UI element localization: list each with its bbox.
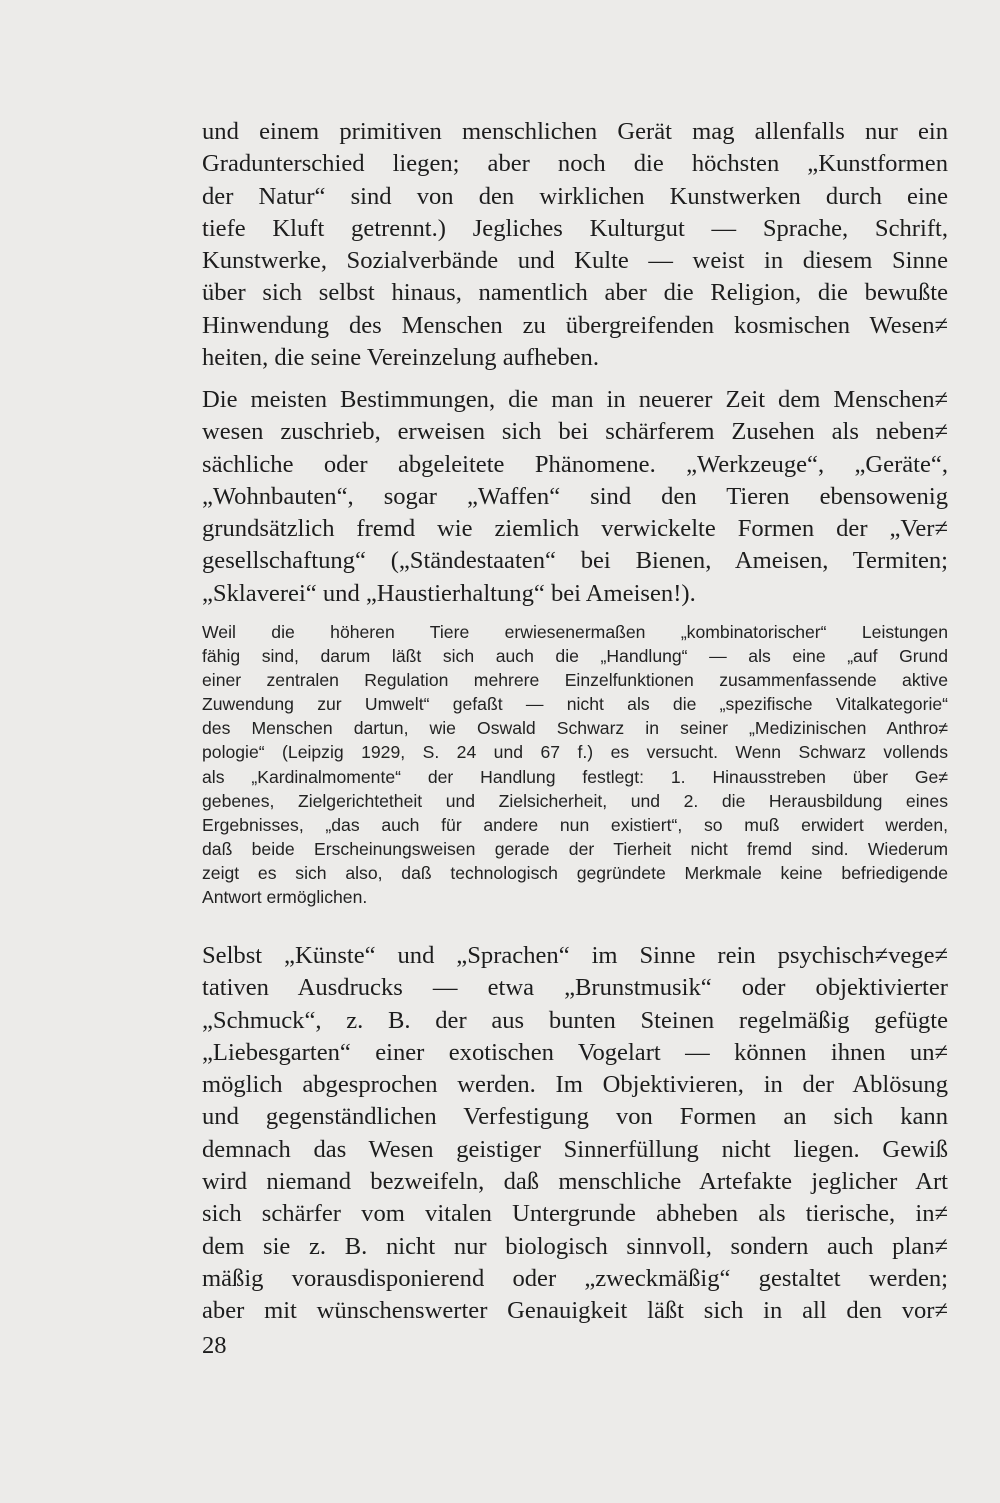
text-line: gesellschaftung“ („Ständestaaten“ bei Bienen, Ameisen, Termiten; xyxy=(202,547,948,575)
text-line: Die meisten Bestimmungen, die man in neuerer Zeit dem Menschen≠ xyxy=(202,386,948,413)
note-line: Weil die höheren Tiere erwiesenermaßen „kombinatorischer“ Leistungen xyxy=(202,622,948,642)
text-line: tativen Ausdrucks — etwa „Brunstmusik“ oder objektivierter xyxy=(202,974,948,1002)
note-line: gebenes, Zielgerichtetheit und Zielsicherheit, und 2. die Herausbildung eines xyxy=(202,790,948,811)
text-line: möglich abgesprochen werden. Im Objektivieren, in der Ablösung xyxy=(202,1071,948,1099)
text-line: und gegenständlichen Verfestigung von Formen an sich kann xyxy=(202,1103,948,1131)
paragraph-1 xyxy=(202,116,948,374)
note-line: als „Kardinalmomente“ der Handlung festlegt: 1. Hinausstreben über Ge≠ xyxy=(202,766,948,787)
text-line: Gradunterschied liegen; aber noch die höchsten „Kunstformen xyxy=(202,150,948,178)
text-line: wird niemand bezweifeln, daß menschliche Artefakte jeglicher Art xyxy=(202,1168,948,1196)
note-line: daß beide Erscheinungsweisen gerade der Tierheit nicht fremd sind. Wiederum xyxy=(202,838,948,859)
text-line: sich schärfer vom vitalen Untergrunde abheben als tierische, in≠ xyxy=(202,1200,948,1228)
note-line: pologie“ (Leipzig 1929, S. 24 und 67 f.) es versucht. Wenn Schwarz vollends xyxy=(202,742,948,763)
text-line: Kunstwerke, Sozialverbände und Kulte — weist in diesem Sinne xyxy=(202,247,948,275)
text-line: heiten, die seine Vereinzelung aufheben. xyxy=(202,344,599,372)
footnote-block xyxy=(202,620,948,909)
text-line: dem sie z. B. nicht nur biologisch sinnvoll, sondern auch plan≠ xyxy=(202,1232,948,1260)
text-line: „Schmuck“, z. B. der aus bunten Steinen regelmäßig gefügte xyxy=(202,1006,948,1034)
note-line: zeigt es sich also, daß technologisch gegründete Merkmale keine befriedigende xyxy=(202,862,948,883)
text-line: demnach das Wesen geistiger Sinnerfüllung nicht liegen. Gewiß xyxy=(202,1135,948,1163)
note-line: fähig sind, darum läßt sich auch die „Handlung“ — als eine „auf Grund xyxy=(202,646,948,667)
text-line: mäßig vorausdisponierend oder „zweckmäßig“ gestaltet werden; xyxy=(202,1264,948,1292)
text-line: Hinwendung des Menschen zu übergreifenden kosmischen Wesen≠ xyxy=(202,311,948,339)
note-line: einer zentralen Regulation mehrere Einzelfunktionen zusammenfassende aktive xyxy=(202,670,948,691)
note-line: des Menschen dartun, wie Oswald Schwarz in seiner „Medizinischen Anthro≠ xyxy=(202,718,948,739)
text-line: aber mit wünschenswerter Genauigkeit läßt sich in all den vor≠ xyxy=(202,1297,948,1325)
text-line: sächliche oder abgeleitete Phänomene. „Werkzeuge“, „Geräte“, xyxy=(202,450,948,478)
text-line: „Liebesgarten“ einer exotischen Vogelart — können ihnen un≠ xyxy=(202,1038,948,1066)
text-line: „Wohnbauten“, sogar „Waffen“ sind den Tieren ebensowenig xyxy=(202,482,948,510)
note-line: Ergebnisses, „das auch für andere nun existiert“, so muß erwidert werden, xyxy=(202,814,948,835)
note-line: Zuwendung zur Umwelt“ gefaßt — nicht als die „spezifische Vitalkategorie“ xyxy=(202,694,948,715)
paragraph-2 xyxy=(202,384,948,610)
text-line: „Sklaverei“ und „Haustierhaltung“ bei Ameisen!). xyxy=(202,579,696,607)
text-line: der Natur“ sind von den wirklichen Kunstwerken durch eine xyxy=(202,182,948,210)
text-line: wesen zuschrieb, erweisen sich bei schärferem Zusehen als neben≠ xyxy=(202,418,948,446)
text-line: Selbst „Künste“ und „Sprachen“ im Sinne rein psychisch≠vege≠ xyxy=(202,942,948,969)
text-line: über sich selbst hinaus, namentlich aber die Religion, die bewußte xyxy=(202,279,948,307)
text-line: grundsätzlich fremd wie ziemlich verwickelte Formen der „Ver≠ xyxy=(202,515,948,543)
note-line: Antwort ermöglichen. xyxy=(202,887,368,908)
page-number: 28 xyxy=(202,1332,227,1359)
text-line: tiefe Kluft getrennt.) Jegliches Kulturgut — Sprache, Schrift, xyxy=(202,214,948,242)
text-line: und einem primitiven menschlichen Gerät mag allenfalls nur ein xyxy=(202,118,948,145)
paragraph-3 xyxy=(202,940,948,1328)
